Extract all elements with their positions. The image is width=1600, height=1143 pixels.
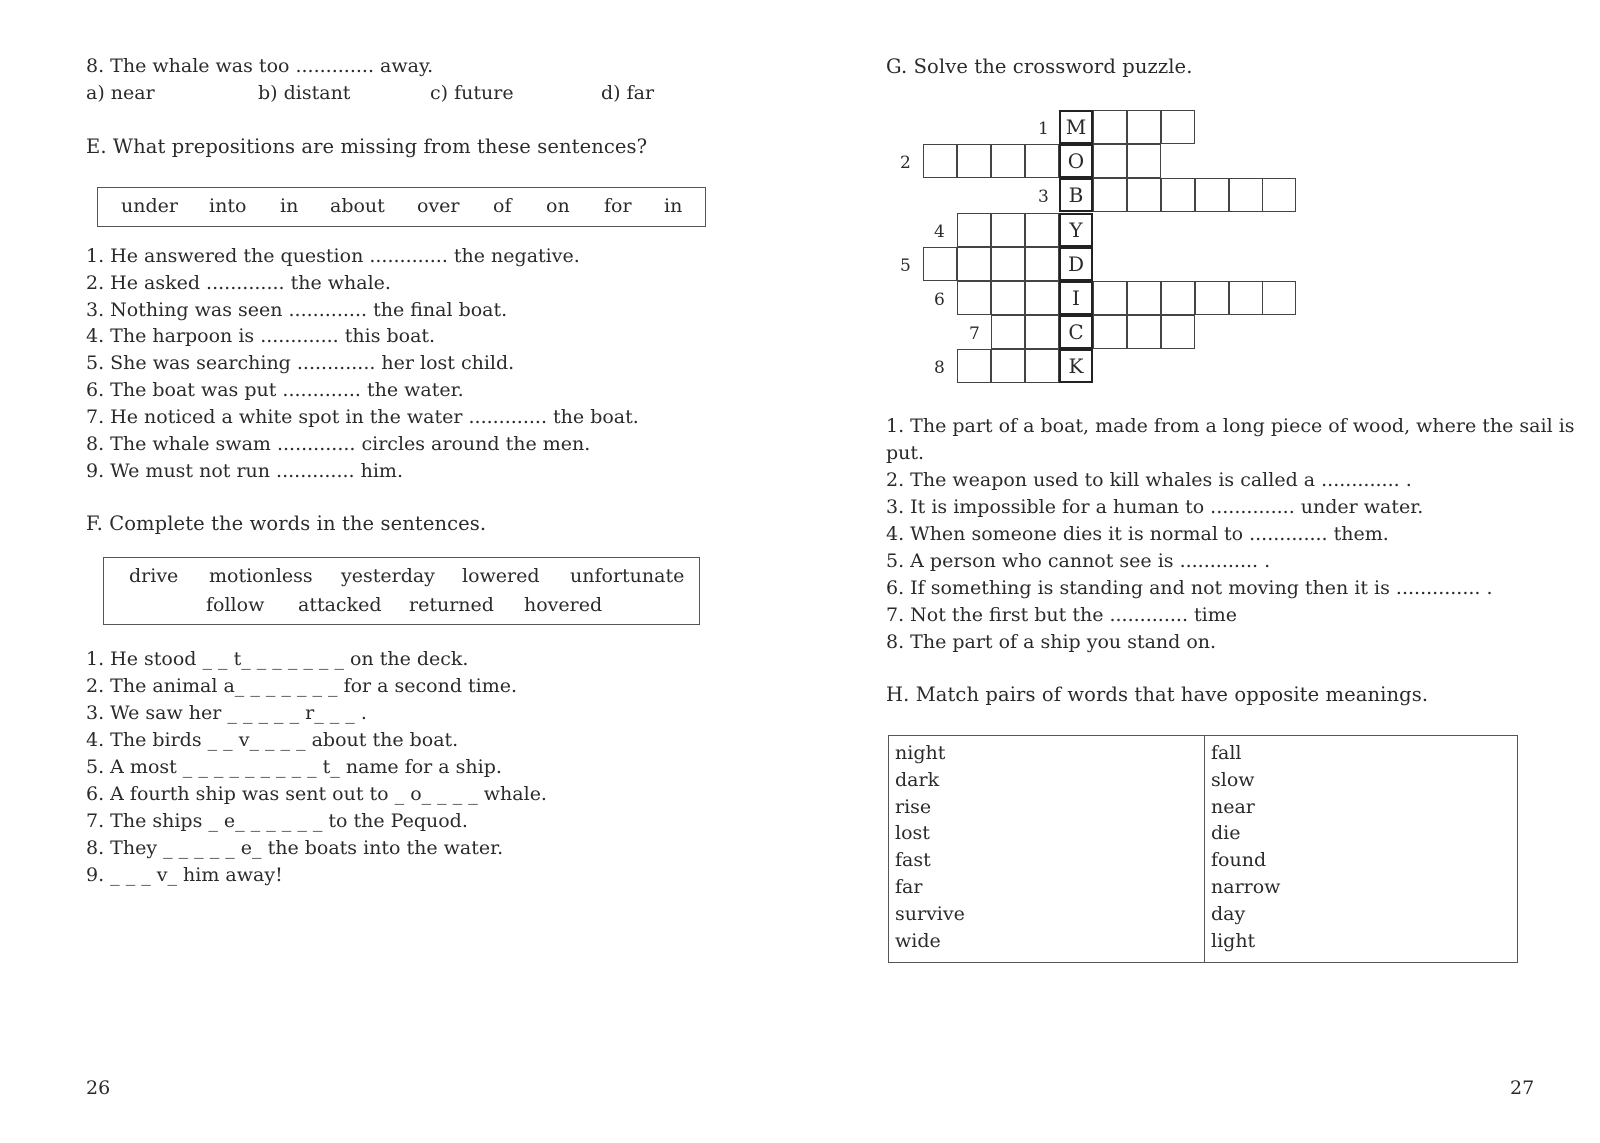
clue-text: 1. The part of a boat, made from a long piece of wood, where the sail is: [886, 415, 1575, 437]
clue-text: 5. A person who cannot see is ............. .: [886, 550, 1271, 572]
option-a: a) near: [86, 82, 155, 104]
clue-text: 8. The part of a ship you stand on.: [886, 631, 1217, 653]
crossword-cell[interactable]: [957, 213, 991, 247]
match-word: lost: [895, 822, 930, 845]
match-word: wide: [895, 929, 941, 952]
clue-text: 2. The weapon used to kill whales is called a ............. .: [886, 469, 1412, 491]
crossword-cell[interactable]: [991, 315, 1025, 349]
list-item: 4. The birds _ _ v_ _ _ _ about the boat.: [86, 729, 459, 751]
crossword-key-cell: D: [1059, 247, 1093, 281]
clue-text: put.: [886, 442, 925, 464]
clue-text: 4. When someone dies it is normal to ............. them.: [886, 523, 1389, 545]
word-box-word: on: [546, 195, 570, 217]
match-word: fall: [1211, 742, 1242, 764]
clue-number: 6: [934, 290, 945, 310]
word-box-word: attacked: [298, 594, 382, 616]
crossword-cell[interactable]: [923, 144, 957, 178]
crossword-key-cell: C: [1059, 315, 1093, 349]
word-box-word: drive: [129, 565, 179, 587]
crossword-cell[interactable]: [957, 281, 991, 315]
page-number: 27: [1510, 1077, 1535, 1099]
list-item: 6. A fourth ship was sent out to _ o_ _ _ _ whale.: [86, 783, 547, 805]
list-item: 4. The harpoon is ............. this boat.: [86, 325, 436, 347]
right-word-column: [1205, 736, 1518, 963]
crossword-cell[interactable]: [1229, 281, 1263, 315]
crossword-cell[interactable]: [1025, 315, 1059, 349]
match-word: narrow: [1211, 875, 1281, 898]
option-c: c) future: [430, 82, 514, 104]
crossword-cell[interactable]: [991, 247, 1025, 281]
match-word: night: [895, 742, 946, 764]
section-g-title: G. Solve the crossword puzzle.: [886, 55, 1193, 78]
crossword-cell[interactable]: [957, 247, 991, 281]
section-e-title: E. What prepositions are missing from these sentences?: [86, 135, 648, 158]
match-word: found: [1211, 849, 1267, 872]
match-word: fast: [895, 849, 931, 872]
word-box-word: follow: [206, 594, 265, 616]
list-item: 2. The animal a_ _ _ _ _ _ _ for a second time.: [86, 675, 518, 697]
crossword-cell[interactable]: [1127, 110, 1161, 144]
crossword-cell[interactable]: [1161, 178, 1195, 212]
crossword-cell[interactable]: [957, 349, 991, 383]
match-word: slow: [1211, 768, 1255, 791]
word-box-word: lowered: [462, 565, 540, 587]
word-box-word: in: [280, 195, 299, 217]
match-word: far: [895, 875, 923, 898]
list-item: 9. We must not run ............. him.: [86, 460, 403, 482]
question-d8: 8. The whale was too ............. away.: [86, 55, 434, 77]
crossword-cell[interactable]: [1093, 144, 1127, 178]
section-e-word-box: [97, 187, 706, 227]
section-f-title: F. Complete the words in the sentences.: [86, 512, 487, 535]
crossword-cell[interactable]: [991, 281, 1025, 315]
list-item: 7. He noticed a white spot in the water ............. the boat.: [86, 406, 639, 428]
crossword-cell[interactable]: [991, 144, 1025, 178]
clue-text: 7. Not the first but the ............. time: [886, 604, 1237, 626]
list-item: 6. The boat was put ............. the water.: [86, 379, 464, 401]
clue-number: 1: [1038, 119, 1049, 139]
crossword-cell[interactable]: [1093, 178, 1127, 212]
crossword-cell[interactable]: [991, 349, 1025, 383]
list-item: 1. He answered the question ............. the negative.: [86, 245, 580, 267]
word-box-word: yesterday: [341, 565, 435, 587]
crossword-cell[interactable]: [1025, 281, 1059, 315]
clue-number: 4: [934, 222, 945, 242]
list-item: 8. They _ _ _ _ _ e_ the boats into the water.: [86, 837, 504, 859]
crossword-cell[interactable]: [1195, 178, 1229, 212]
clue-number: 3: [1038, 187, 1049, 207]
crossword-key-cell: O: [1059, 144, 1093, 178]
crossword-key-cell: Y: [1059, 213, 1093, 247]
list-item: 2. He asked ............. the whale.: [86, 272, 391, 294]
crossword-key-cell: B: [1059, 178, 1093, 212]
word-box-word: in: [664, 195, 683, 217]
clue-number: 7: [969, 324, 980, 344]
option-d: d) far: [601, 82, 655, 104]
section-f-word-box: [103, 557, 700, 625]
match-word: near: [1211, 795, 1255, 818]
list-item: 5. A most _ _ _ _ _ _ _ _ _ t_ name for a ship.: [86, 756, 502, 778]
left-word-column: [889, 736, 1205, 963]
clue-text: 3. It is impossible for a human to .............. under water.: [886, 496, 1424, 518]
crossword-cell[interactable]: [1127, 315, 1161, 349]
crossword-cell[interactable]: [1161, 281, 1195, 315]
section-h-title: H. Match pairs of words that have opposite meanings.: [886, 683, 1429, 706]
word-box-word: unfortunate: [570, 565, 685, 587]
list-item: 9. _ _ _ v_ him away!: [86, 864, 283, 886]
crossword-cell[interactable]: [1025, 144, 1059, 178]
crossword-cell[interactable]: [1093, 315, 1127, 349]
clue-number: 2: [900, 153, 911, 173]
match-word: die: [1211, 822, 1241, 845]
option-b: b) distant: [258, 82, 351, 104]
match-word: dark: [895, 768, 940, 791]
clue-number: 8: [934, 358, 945, 378]
crossword-key-cell: I: [1059, 281, 1093, 315]
clue-number: 5: [900, 256, 911, 276]
word-box-word: under: [121, 195, 178, 217]
word-box-word: hovered: [524, 594, 603, 616]
word-box-word: of: [493, 195, 512, 217]
crossword-cell[interactable]: [1127, 144, 1161, 178]
crossword-cell[interactable]: [1093, 110, 1127, 144]
word-box-word: over: [417, 195, 460, 217]
crossword-cell[interactable]: [1025, 213, 1059, 247]
crossword-cell[interactable]: [1161, 315, 1195, 349]
crossword-grid: [800, 0, 1600, 420]
crossword-cell[interactable]: [1262, 178, 1296, 212]
matching-table: [888, 735, 1518, 963]
list-item: 7. The ships _ e_ _ _ _ _ _ to the Pequod.: [86, 810, 468, 832]
crossword-cell[interactable]: [1025, 349, 1059, 383]
match-word: light: [1211, 929, 1256, 952]
crossword-cell[interactable]: [1262, 281, 1296, 315]
word-box-word: into: [209, 195, 247, 217]
list-item: 3. Nothing was seen ............. the final boat.: [86, 299, 508, 321]
list-item: 5. She was searching ............. her lost child.: [86, 352, 515, 374]
match-word: survive: [895, 902, 965, 925]
crossword-cell[interactable]: [1161, 110, 1195, 144]
match-word: day: [1211, 902, 1246, 925]
word-box-word: returned: [409, 594, 494, 616]
crossword-key-cell: M: [1059, 110, 1093, 144]
word-box-word: about: [330, 195, 385, 217]
word-box-word: motionless: [209, 565, 313, 587]
crossword-cell[interactable]: [1093, 281, 1127, 315]
word-box-word: for: [604, 195, 632, 217]
crossword-cell[interactable]: [991, 213, 1025, 247]
crossword-cell[interactable]: [1127, 178, 1161, 212]
list-item: 3. We saw her _ _ _ _ _ r_ _ _ .: [86, 702, 367, 724]
clue-text: 6. If something is standing and not moving then it is .............. .: [886, 577, 1493, 599]
crossword-cell[interactable]: [1127, 281, 1161, 315]
list-item: 8. The whale swam ............. circles around the men.: [86, 433, 591, 455]
crossword-key-cell: K: [1059, 349, 1093, 383]
list-item: 1. He stood _ _ t_ _ _ _ _ _ _ on the deck.: [86, 648, 469, 670]
match-word: rise: [895, 795, 932, 818]
crossword-cell[interactable]: [1195, 281, 1229, 315]
page-number: 26: [86, 1077, 111, 1099]
right-page: [800, 0, 1600, 1143]
crossword-cell[interactable]: [923, 247, 957, 281]
crossword-cell[interactable]: [1229, 178, 1263, 212]
crossword-cell[interactable]: [1025, 247, 1059, 281]
crossword-cell[interactable]: [957, 144, 991, 178]
